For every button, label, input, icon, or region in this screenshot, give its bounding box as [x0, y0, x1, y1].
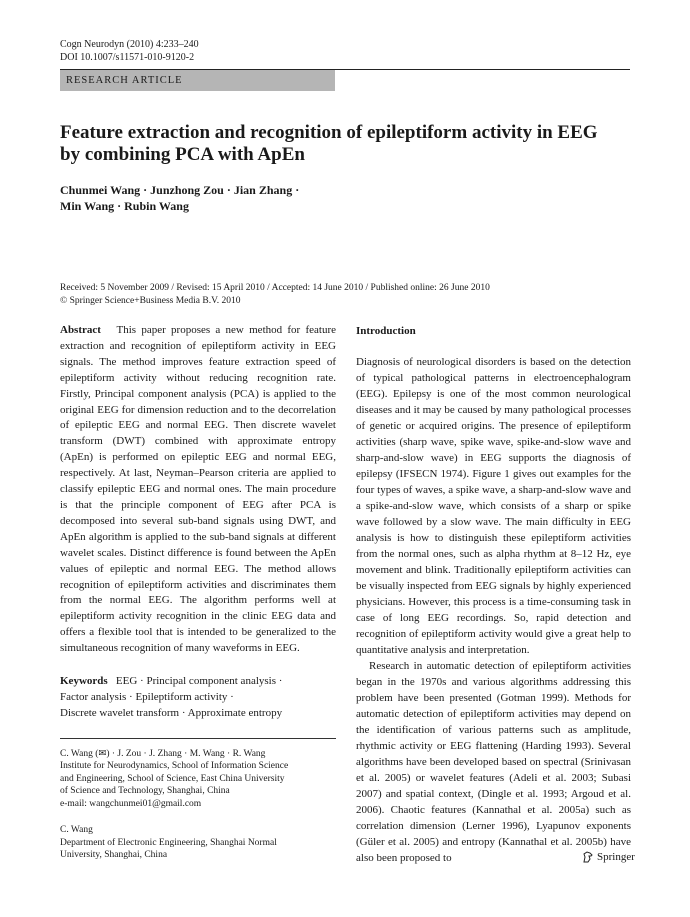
abstract: [60, 323, 336, 657]
abstract-label: Abstract: [60, 324, 101, 336]
affiliation-line: University, Shanghai, China: [60, 850, 168, 861]
right-column: [356, 323, 631, 866]
publisher-name: Springer: [597, 851, 635, 863]
article-type-badge: RESEARCH ARTICLE: [60, 70, 335, 91]
affiliation-rule: [60, 738, 336, 739]
corresponding-email[interactable]: e-mail: wangchunmei01@gmail.com: [60, 798, 202, 809]
abstract-text: This paper proposes a new method for feature extraction and recognition of epileptiform activity in EEG signals. The method improves feature extraction speed of epileptiform activity without reducing recognition rate. Firstly, Principal component analysis (PCA) is applied to the original EEG for dimension reduction and to the decorrelation of epileptic EEG and normal EEG. Then discrete wavelet transform (DWT) combined with approximate entropy (ApEn) is performed on epileptic EEG and normal EEG, respectively. At last, Neyman–Pearson criteria are applied to classify epileptic EEG and normal ones. The main procedure is that the principle component of EEG after PCA is decomposed into several sub-band signals using DWT, and ApEn algorithm is applied to the sub-band signals at different wavelet scales. Distinct difference is found between the ApEn values of epileptic and normal EEG. The method allows recognition of epileptiform activities and discriminates them from the normal EEG. The algorithm performs well at epileptiform activity recognition in the clinic EEG data and offers a flexible tool that is intended to be generalized to the simultaneous recognition of many waveforms in EEG.: [60, 324, 336, 655]
title-line-1: Feature extraction and recognition of epileptiform activity in EEG: [60, 122, 598, 143]
introduction-heading: Introduction: [356, 325, 416, 337]
introduction-paragraph-1: Diagnosis of neurological disorders is based on the detection of typical pathological patterns in electroencephalogram (EEG). Epilepsy is one of the most common neurological diseases and it may be caused by many pathological processes of genetic or acquired origins. The presence of epileptiform activities (sharp wave, spike wave, spike-and-slow wave and sharp-and-slow wave) in EEG supports the diagnosis of epilepsy (IFSECN 1974). Figure 1 gives out examples for the four types of waves, a spike wave, a sharp-and-slow wave and a spike-and-slow wave, which consists of a sharp or spike wave followed by a slow wave. The main difficulty in EEG analysis is how to distinguish these epileptiform activities from the normal ones, such as alpha rhythm at 8–12 Hz, eye movement and blink. Traditionally epileptiform activities can be visually inspected from EEG signals by highly experienced physicians. However, this process is a time-consuming task in case of long EEG recordings. So, rapid detection and recognition of epileptiform activity would give a great help to quantitative analysis and interpretation.: [356, 356, 631, 656]
left-column: [60, 323, 336, 862]
history-line: Received: 5 November 2009 / Revised: 15 April 2010 / Accepted: 14 June 2010 / Published online: 26 June 2010: [60, 283, 490, 293]
keywords: [60, 674, 336, 722]
affiliation-line: and Engineering, School of Science, East China University: [60, 773, 285, 784]
affiliation-line: Department of Electronic Engineering, Shanghai Normal: [60, 837, 277, 848]
journal-citation: Cogn Neurodyn (2010) 4:233–240: [60, 39, 199, 50]
affiliation-line: Institute for Neurodynamics, School of Information Science: [60, 761, 289, 772]
publication-dates: [60, 282, 490, 307]
affiliation-line: of Science and Technology, Shanghai, China: [60, 786, 230, 797]
copyright-line: © Springer Science+Business Media B.V. 2010: [60, 295, 241, 306]
keywords-line-2: Factor analysis · Epileptiform activity ·: [60, 690, 234, 703]
affiliation-author: C. Wang: [60, 825, 93, 836]
authors-line-2: Min Wang · Rubin Wang: [60, 199, 189, 213]
author-list: [60, 182, 299, 214]
affiliation-secondary: [60, 824, 336, 862]
keywords-label: Keywords: [60, 675, 108, 688]
affiliation-primary: [60, 748, 336, 811]
affiliation-authors: C. Wang (✉) · J. Zou · J. Zhang · M. Wang · R. Wang: [60, 748, 266, 759]
authors-line-1: Chunmei Wang · Junzhong Zou · Jian Zhang ·: [60, 183, 300, 197]
paper-title: [60, 122, 630, 166]
springer-horse-icon: [582, 851, 594, 863]
title-line-2: by combining PCA with ApEn: [60, 144, 305, 165]
springer-logo: [582, 850, 635, 864]
keywords-line-1: EEG · Principal component analysis ·: [115, 675, 283, 688]
keywords-line-3: Discrete wavelet transform · Approximate entropy: [60, 706, 283, 719]
introduction-paragraph-2: Research in automatic detection of epileptiform activities began in the 1970s and various algorithms addressing this problem have been presented (Gotman 1999). Methods for automatic detection of epileptiform activities may depend on the identification of various patterns such as amplitude, rhythmic activity or EEG flattening (Harding 1993). Several algorithms have been developed based on spectral (Srinivasan et al. 2005) or wavelet features (Adeli et al. 2003; Subasi 2007) and spatial context, (Dingle et al. 1993; Argoud et al. 2006). Chaotic features (Kannathal et al. 2005a) such as correlation dimension (Lerner 1996), Lyapunov exponents (Güler et al. 2005) and entropy (Kannathal et al. 2005b) have also been proposed to: [356, 660, 631, 864]
doi: DOI 10.1007/s11571-010-9120-2: [60, 52, 195, 63]
